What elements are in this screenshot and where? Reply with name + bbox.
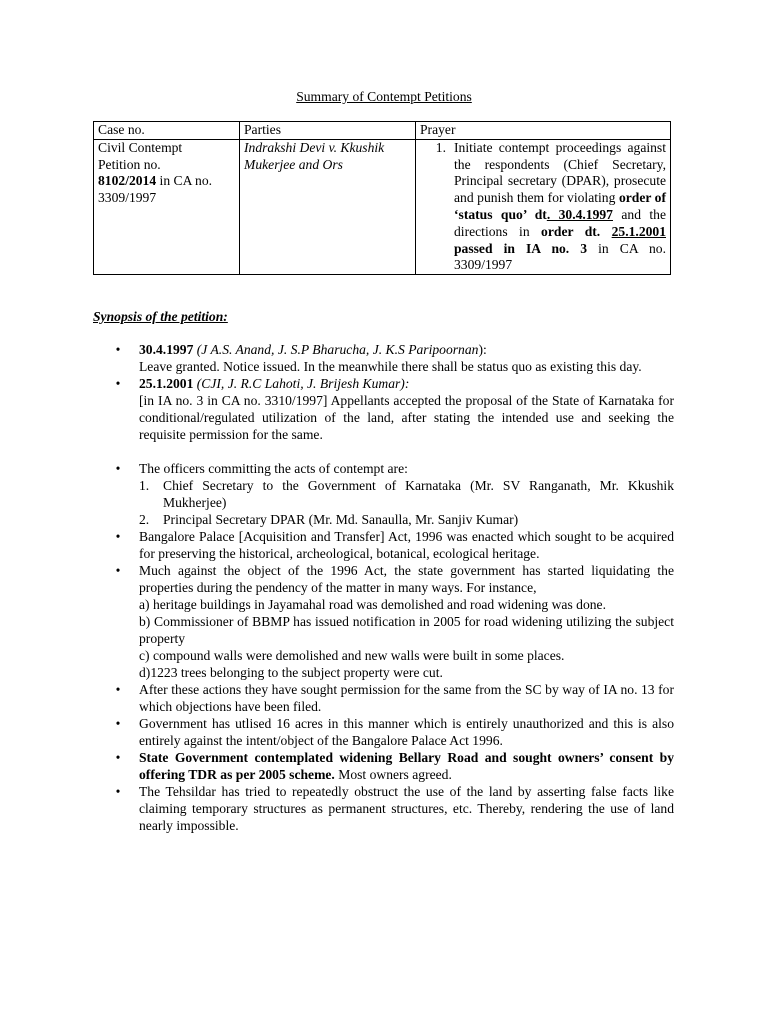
- prayer-order-dt: order dt.: [541, 223, 612, 239]
- case-no-line1: Civil Contempt: [98, 139, 183, 155]
- officer-item: [139, 477, 674, 511]
- bullet-icon: •: [115, 750, 121, 765]
- bullet-text: Bangalore Palace [Acquisition and Transfer] Act, 1996 was enacted which sought to be acquired for preserving the historical, archeological, botanical, ecological heritage.: [139, 529, 674, 561]
- officer-text: Principal Secretary DPAR (Mr. Md. Sanaulla, Mr. Sanjiv Kumar): [163, 512, 519, 527]
- table-row: [94, 139, 671, 274]
- officer-number: 2.: [139, 512, 150, 527]
- parties-text: Indrakshi Devi v. Kkushik Mukerjee and Ors: [244, 139, 385, 172]
- case-in-ca: in CA no.: [156, 173, 213, 189]
- prayer-number: 1.: [435, 139, 446, 155]
- bullet-text: Government has utlised 16 acres in this manner which is entirely unauthorized and this is also entirely against the intent/object of the Bangalore Palace Act 1996.: [139, 716, 674, 748]
- prayer-text: [454, 140, 666, 274]
- table-header-row: [94, 122, 671, 140]
- bullet-icon: •: [115, 461, 121, 476]
- bench-judges: (CJI, J. R.C Lahoti, J. Brijesh Kumar):: [193, 376, 410, 391]
- bullet-icon: •: [115, 342, 121, 357]
- list-item: [93, 460, 674, 528]
- header-prayer: Prayer: [416, 122, 671, 140]
- case-ca-number: 3309/1997: [98, 190, 157, 206]
- order-text: Leave granted. Notice issued. In the meanwhile there shall be status quo as existing this day.: [139, 359, 642, 374]
- synopsis-heading: Synopsis of the petition:: [93, 309, 228, 324]
- bench-close: ):: [478, 342, 487, 357]
- bullet-icon: •: [115, 529, 121, 544]
- bullet-bold-text: State Government contemplated widening Bellary Road and sought owners’ consent by offering TDR as per 2005 scheme.: [139, 750, 674, 782]
- list-item: [93, 783, 674, 834]
- prayer-text-part: and the directions in: [454, 206, 666, 239]
- bullet-icon: •: [115, 682, 121, 697]
- sub-item-d: d)1223 trees belonging to the subject property were cut.: [139, 665, 443, 680]
- prayer-cell: [416, 139, 671, 274]
- list-item: [93, 681, 674, 715]
- bullet-icon: •: [115, 784, 121, 799]
- document-title: Summary of Contempt Petitions: [296, 89, 472, 104]
- prayer-text-part: Initiate contempt proceedings against the respondents (Chief Secretary, Principal secretary (DPAR), prosecute and punish them for violating: [454, 139, 666, 206]
- list-item: [93, 375, 674, 443]
- order-text: [in IA no. 3 in CA no. 3310/1997] Appellants accepted the proposal of the State of Karnataka for conditional/regulated utilization of the land, after stating the intended use and seeking the requisite permission for the same.: [139, 393, 674, 442]
- prayer-item: [420, 140, 666, 274]
- header-parties: Parties: [240, 122, 416, 140]
- spacer: [93, 443, 674, 460]
- header-case-no: Case no.: [94, 122, 240, 140]
- bullet-text: Much against the object of the 1996 Act, the state government has started liquidating the properties during the pendency of the matter in many ways. For instance,: [139, 563, 674, 595]
- list-item: [93, 715, 674, 749]
- prayer-order-date-2: 25.1.2001: [611, 223, 666, 239]
- sub-item-a: a) heritage buildings in Jayamahal road was demolished and road widening was done.: [139, 597, 606, 612]
- sub-item-b: b) Commissioner of BBMP has issued notification in 2005 for road widening utilizing the subject property: [139, 614, 674, 646]
- bullet-text: Most owners agreed.: [334, 767, 452, 782]
- bench-judges: (J A.S. Anand, J. S.P Bharucha, J. K.S Paripoornan: [193, 342, 479, 357]
- list-item: [93, 528, 674, 562]
- prayer-ia-ref: passed in IA no. 3: [454, 240, 588, 256]
- synopsis-bullet-list: [93, 341, 674, 834]
- bullet-icon: •: [115, 376, 121, 391]
- list-item: [93, 562, 674, 681]
- bullet-text: After these actions they have sought permission for the same from the SC by way of IA no. 13 for which objections have been filed.: [139, 682, 674, 714]
- officer-item: [139, 511, 674, 528]
- prayer-text-part: in CA no. 3309/1997: [454, 240, 666, 273]
- officers-list: [139, 477, 674, 528]
- parties-cell: [240, 139, 416, 274]
- order-date: 30.4.1997: [139, 342, 194, 357]
- list-item: [93, 341, 674, 375]
- case-number: 8102/2014: [98, 173, 157, 189]
- prayer-order-date-1: . 30.4.1997: [546, 206, 613, 222]
- bullet-icon: •: [115, 563, 121, 578]
- case-no-cell: [94, 139, 240, 274]
- case-summary-table: [93, 121, 671, 275]
- bullet-text: The Tehsildar has tried to repeatedly obstruct the use of the land by asserting false facts like claiming temporary structures as permanent structures, etc. Thereby, rendering the use of land nearly impossible.: [139, 784, 674, 833]
- bullet-icon: •: [115, 716, 121, 731]
- sub-item-c: c) compound walls were demolished and new walls were built in some places.: [139, 648, 565, 663]
- order-date: 25.1.2001: [139, 376, 194, 391]
- officer-text: Chief Secretary to the Government of Karnataka (Mr. SV Ranganath, Mr. Kkushik Mukherjee): [163, 478, 674, 510]
- case-no-line2: Petition no.: [98, 156, 161, 172]
- officer-number: 1.: [139, 478, 150, 493]
- prayer-order-status-quo: order of ‘status quo’ dt: [454, 190, 667, 222]
- officers-intro: The officers committing the acts of contempt are:: [139, 461, 408, 476]
- list-item: [93, 749, 674, 783]
